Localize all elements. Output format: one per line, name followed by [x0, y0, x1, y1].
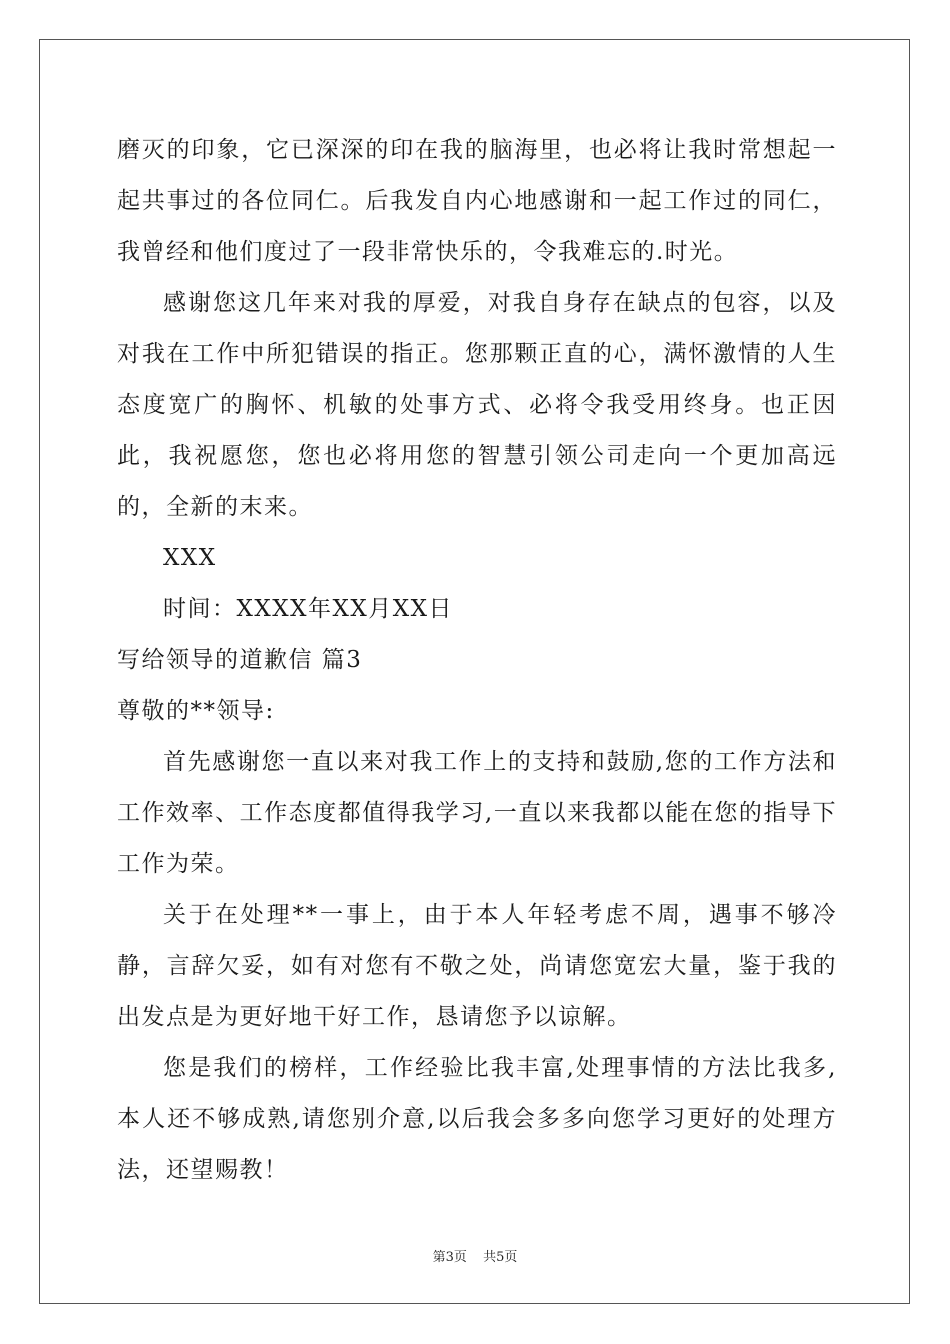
paragraph-1: 磨灭的印象，它已深深的印在我的脑海里，也必将让我时常想起一起共事过的各位同仁。后我发自内心地感谢和一起工作过的同仁，我曾经和他们度过了一段非常快乐的，令我难忘的.时光。 — [117, 137, 837, 265]
section-title: 写给领导的道歉信 篇3 — [117, 647, 363, 673]
paragraph-4: 关于在处理**一事上，由于本人年轻考虑不周，遇事不够冷静，言辞欠妥，如有对您有不敬之处，尚请您宽宏大量，鉴于我的出发点是为更好地干好工作，恳请您予以谅解。 — [117, 902, 837, 1030]
signature-name: XXX — [163, 545, 217, 571]
paragraph-3: 首先感谢您一直以来对我工作上的支持和鼓励,您的工作方法和工作效率、工作态度都值得我学习,一直以来我都以能在您的指导下工作为荣。 — [117, 749, 837, 877]
document-body — [117, 125, 837, 1196]
paragraph-2: 感谢您这几年来对我的厚爱，对我自身存在缺点的包容，以及对我在工作中所犯错误的指正。您那颗正直的心，满怀激情的人生态度宽广的胸怀、机敏的处事方式、必将令我受用终身。也正因此，我祝愿您，您也必将用您的智慧引领公司走向一个更加高远的，全新的末来。 — [117, 290, 837, 520]
page-total: 共5页 — [483, 1250, 518, 1265]
paragraph-5: 您是我们的榜样，工作经验比我丰富,处理事情的方法比我多,本人还不够成熟,请您别介意,以后我会多多向您学习更好的处理方法，还望赐教！ — [117, 1055, 837, 1183]
salutation: 尊敬的**领导: — [117, 698, 275, 724]
signature-date: 时间：XXXX年XX月XX日 — [163, 596, 453, 622]
page-footer — [0, 1246, 950, 1265]
page-number: 第3页 — [432, 1250, 467, 1265]
